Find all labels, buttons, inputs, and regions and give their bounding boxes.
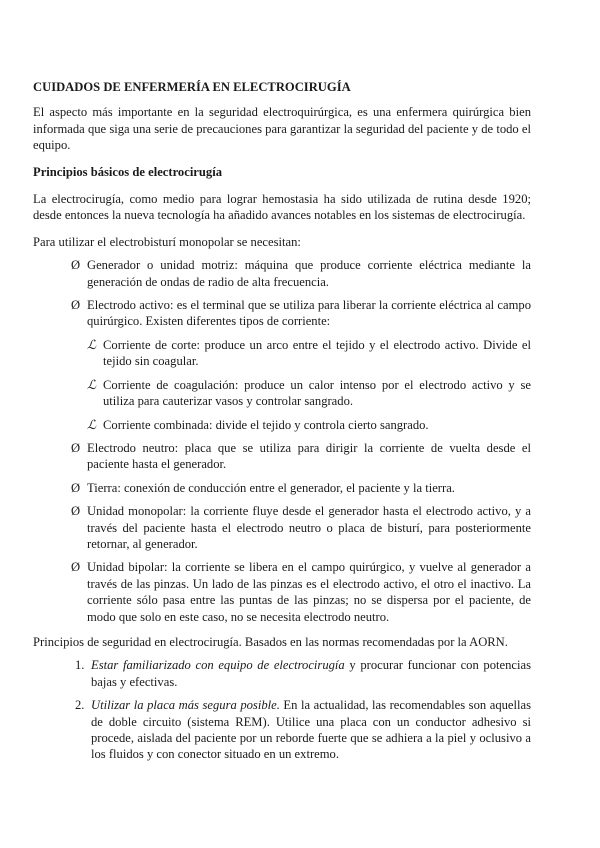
item-text: En la actualidad, las recomendables son aquellas de doble circuito (sistema REM). Utilice una placa con un conductor adhesivo si procede, aislada del paciente por un reborde fuerte que se adhiera a la piel y oclusivo a los fluidos y con conector situado en un extremo. [91,698,531,762]
history-paragraph: La electrocirugía, como medio para lograr hemostasia ha sido utilizada de rutina desde 1920; desde entonces la nueva tecnología ha añadido avances notables en los sistemas de electrocirugía. [33,192,531,223]
item-number: 1. [75,658,85,673]
list-item-active-electrode [33,297,531,330]
item-lead: Utilizar la placa más segura posible. [91,698,280,713]
item-lead: Estar familiarizado con equipo de electrocirugía [91,658,345,673]
item-text: y procurar funcionar con potencias bajas y efectivas. [91,658,531,689]
sub-bullet-symbol: ℒ [87,337,97,352]
bullet-symbol: Ø [71,440,81,455]
list-item-text: Electrodo activo: es el terminal que se utiliza para liberar la corriente eléctrica al campo quirúrgico. Existen diferentes tipos de corriente: [87,298,531,329]
sublist-item-text: Corriente de coagulación: produce un calor intenso por el electrodo activo y se utiliza para cauterizar vasos y controlar sangrado. [103,377,531,409]
list-item-bipolar [33,559,531,625]
requirements-intro: Para utilizar el electrobisturí monopolar se necesitan: [33,234,301,249]
section-heading: Principios básicos de electrocirugía [33,164,222,179]
bullet-symbol: Ø [71,480,81,495]
list-item-monopolar [33,503,531,552]
bullet-symbol: Ø [71,258,81,273]
bullet-symbol: Ø [71,560,81,575]
safety-intro: Principios de seguridad en electrocirugía. Basados en las normas recomendadas por la AORN. [33,634,508,649]
sub-bullet-symbol: ℒ [87,417,97,432]
list-item-ground [33,480,531,496]
list-item-text: Generador o unidad motriz: máquina que produce corriente eléctrica mediante la generación de ondas de radio de alta frecuencia. [87,258,531,289]
list-item-neutral-electrode [33,440,531,473]
numbered-item [33,657,531,690]
list-item-text: Unidad bipolar: la corriente se libera en el campo quirúrgico, y vuelve al generador a través de las pinzas. Un lado de las pinzas es el electrodo activo, el otro el inactivo. La corriente sólo pasa entre las puntas de las pinzas; no se dispersa por el paciente, de modo que solo en este caso, no se necesita electrodo neutro. [87,560,531,624]
page-title: CUIDADOS DE ENFERMERÍA EN ELECTROCIRUGÍA [33,80,351,94]
item-number: 2. [75,698,85,713]
list-item-generator [33,257,531,290]
sublist-item-blend-current [33,417,531,433]
sub-bullet-symbol: ℒ [87,377,97,392]
list-item-text: Unidad monopolar: la corriente fluye desde el generador hasta el electrodo activo, y a través del paciente hasta el electrodo neutro o placa de bisturí, para posteriormente retornar, al generador. [87,504,531,551]
sublist-item-coag-current [33,377,531,410]
numbered-item [33,697,531,763]
intro-paragraph: El aspecto más importante en la seguridad electroquirúrgica, es una enfermera quirúrgica bien informada que siga una serie de precauciones para garantizar la seguridad del paciente y de todo el equipo. [33,105,531,153]
bullet-symbol: Ø [71,504,81,519]
list-item-text: Tierra: conexión de conducción entre el generador, el paciente y la tierra. [87,480,455,495]
sublist-item-cut-current [33,337,531,370]
bullet-symbol: Ø [71,298,81,313]
document-page [33,79,531,770]
sublist-item-text: Corriente de corte: produce un arco entre el tejido y el electrodo activo. Divide el tejido sin coagular. [103,337,531,369]
sublist-item-text: Corriente combinada: divide el tejido y controla cierto sangrado. [103,417,429,432]
list-item-text: Electrodo neutro: placa que se utiliza para dirigir la corriente de vuelta desde el paciente hasta el generador. [87,440,531,472]
